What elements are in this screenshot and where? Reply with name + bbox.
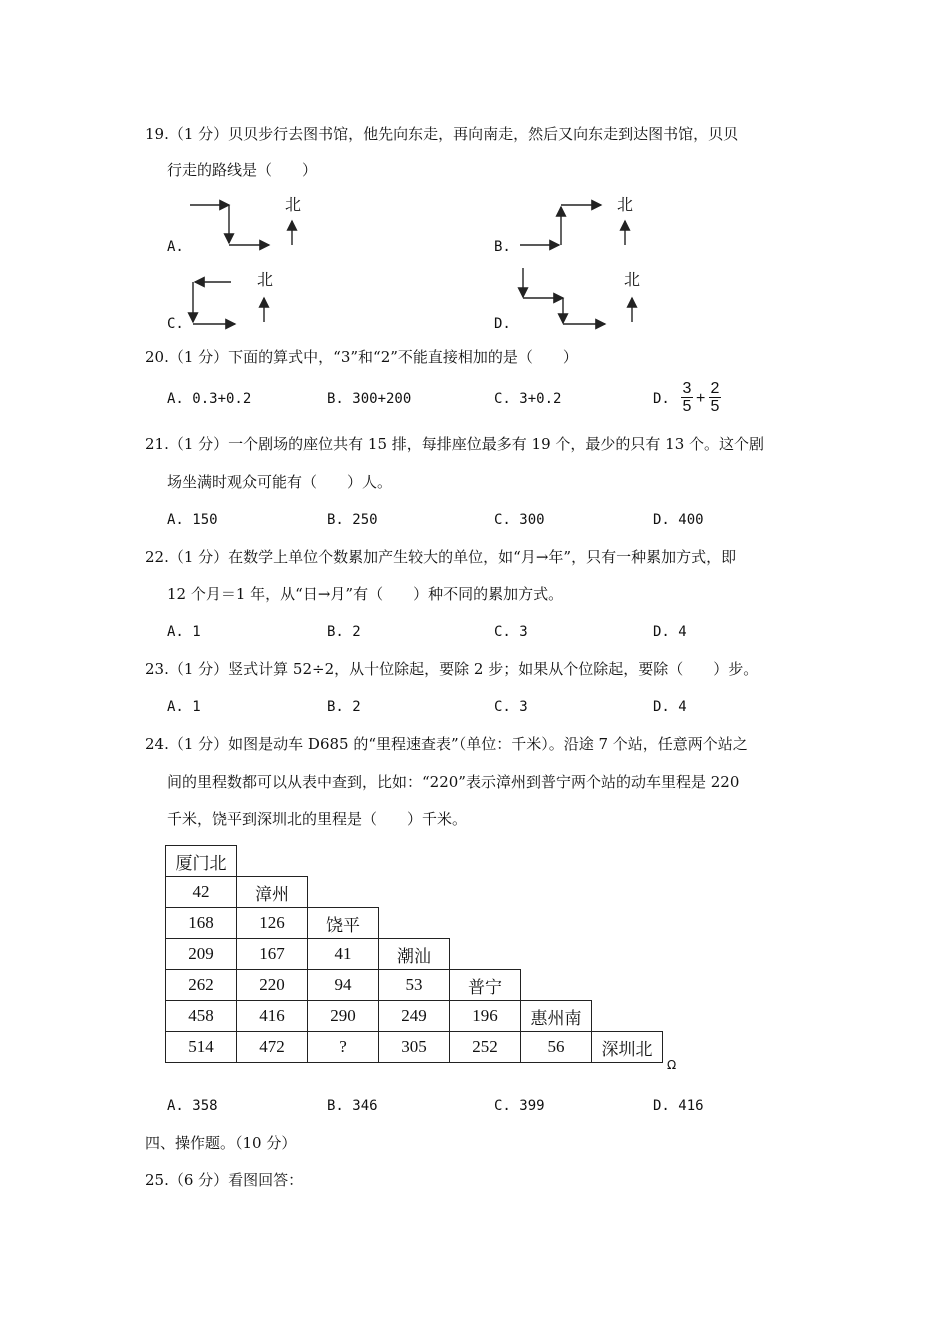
fraction-2-5 [709,380,721,415]
q22-stem-line1: 22.（1 分）在数学上单位个数累加产生较大的单位，如“月→年”，只有一种累加方式，即 [145,548,737,566]
table-cell: 252 [450,1032,521,1063]
fraction-numerator: 2 [710,380,720,397]
omega-mark: Ω [667,1058,677,1072]
q23-stem: 23.（1 分）竖式计算 52÷2，从十位除起，要除 2 步；如果从个位除起，要除（ ）步。 [145,660,759,678]
q21-option-b[interactable]: B. 250 [327,512,378,528]
north-label-a: 北 [285,195,302,214]
table-cell: 168 [166,908,237,939]
q24-stem-line3: 千米，饶平到深圳北的里程是（ ）千米。 [167,810,468,828]
q21-stem-line1: 21.（1 分）一个剧场的座位共有 15 排，每排座位最多有 19 个，最少的只有 13 个。这个剧 [145,435,765,453]
north-label-d: 北 [624,270,641,289]
q23-option-c[interactable]: C. 3 [494,699,528,715]
q20-stem: 20.（1 分）下面的算式中，“3”和“2”不能直接相加的是（ ） [145,348,578,366]
q20-option-b[interactable]: B. 300+200 [327,391,412,407]
table-row [166,846,663,877]
q24-option-a[interactable]: A. 358 [167,1098,218,1114]
q21-option-c[interactable]: C. 300 [494,512,545,528]
table-row [166,908,663,939]
table-cell: 56 [521,1032,592,1063]
mileage-lookup-table [165,845,663,1063]
table-cell: 416 [237,1001,308,1032]
q23-option-d[interactable]: D. 4 [653,699,687,715]
q24-option-d[interactable]: D. 416 [653,1098,704,1114]
table-cell: 漳州 [237,877,308,908]
table-cell: 290 [308,1001,379,1032]
table-cell: 514 [166,1032,237,1063]
table-cell: 41 [308,939,379,970]
q19-option-b[interactable]: B. [494,239,511,255]
q23-option-a[interactable]: A. 1 [167,699,201,715]
q22-option-d[interactable]: D. 4 [653,624,687,640]
plus-sign: + [696,390,706,407]
table-row [166,939,663,970]
table-row [166,1032,663,1063]
table-row [166,1001,663,1032]
fraction-3-5 [681,380,693,415]
table-cell: 53 [379,970,450,1001]
q22-option-a[interactable]: A. 1 [167,624,201,640]
table-cell: 458 [166,1001,237,1032]
q20-option-c[interactable]: C. 3+0.2 [494,391,562,407]
table-cell: 深圳北 [592,1032,663,1063]
table-cell: 209 [166,939,237,970]
table-row [166,970,663,1001]
table-cell: 305 [379,1032,450,1063]
q24-option-c[interactable]: C. 399 [494,1098,545,1114]
north-label-c: 北 [257,270,274,289]
fraction-numerator: 3 [682,380,692,397]
fraction-denominator: 5 [710,398,720,415]
table-cell: 潮汕 [379,939,450,970]
q24-option-b[interactable]: B. 346 [327,1098,378,1114]
table-cell: 普宁 [450,970,521,1001]
q22-option-c[interactable]: C. 3 [494,624,528,640]
q21-stem-line2: 场坐满时观众可能有（ ）人。 [167,473,393,491]
q19-option-c[interactable]: C. [167,316,184,332]
table-cell: 472 [237,1032,308,1063]
table-cell: 惠州南 [521,1001,592,1032]
table-cell: 厦门北 [166,846,237,877]
table-cell: 94 [308,970,379,1001]
q20-option-a[interactable]: A. 0.3+0.2 [167,391,252,407]
table-cell: 249 [379,1001,450,1032]
table-cell: 196 [450,1001,521,1032]
q22-stem-line2: 12 个月＝1 年，从“日→月”有（ ）种不同的累加方式。 [167,585,564,603]
table-cell: 126 [237,908,308,939]
table-cell: 167 [237,939,308,970]
north-label-b: 北 [617,195,634,214]
q19-stem-line2: 行走的路线是（ ） [167,161,318,179]
q19-stem-line1: 19.（1 分）贝贝步行去图书馆，他先向东走，再向南走，然后又向东走到达图书馆，贝贝 [145,125,739,143]
table-cell: ? [308,1032,379,1063]
table-cell: 42 [166,877,237,908]
q19-option-d[interactable]: D. [494,316,511,332]
q25-stem: 25.（6 分）看图回答： [145,1171,304,1189]
q19-option-a[interactable]: A. [167,239,184,255]
fraction-denominator: 5 [682,398,692,415]
table-cell: 饶平 [308,908,379,939]
q24-stem-line2: 间的里程数都可以从表中查到，比如：“220”表示漳州到普宁两个站的动车里程是 220 [167,773,740,791]
q21-option-a[interactable]: A. 150 [167,512,218,528]
table-row [166,877,663,908]
q24-stem-line1: 24.（1 分）如图是动车 D685 的“里程速查表”（单位：千米）。沿途 7 个站，任意两个站之 [145,735,748,753]
q21-option-d[interactable]: D. 400 [653,512,704,528]
table-cell: 220 [237,970,308,1001]
table-cell: 262 [166,970,237,1001]
q22-option-b[interactable]: B. 2 [327,624,361,640]
q23-option-b[interactable]: B. 2 [327,699,361,715]
q20-option-d[interactable]: D. [653,391,670,407]
section-heading: 四、操作题。（10 分） [145,1134,297,1152]
